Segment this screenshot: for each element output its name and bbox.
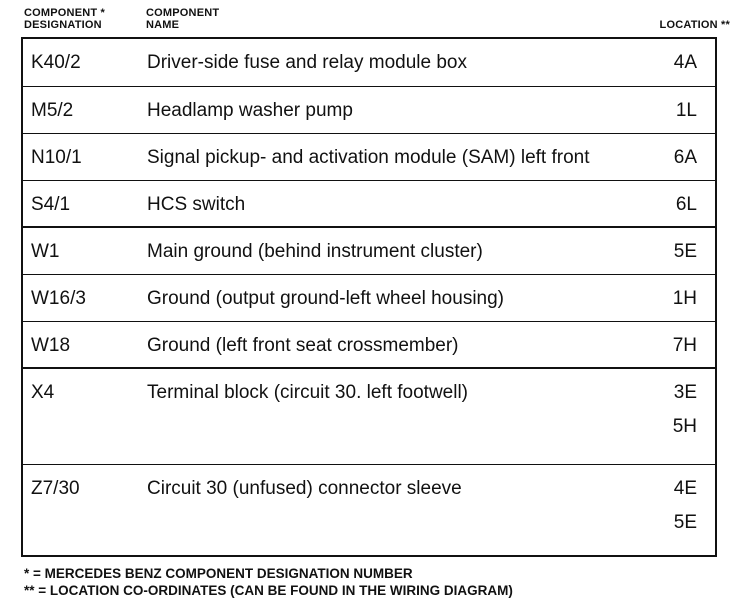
footnote-designation: * = MERCEDES BENZ COMPONENT DESIGNATION NUMBER: [24, 566, 413, 581]
table-row: [23, 39, 715, 87]
row-location: [674, 241, 697, 271]
table-row: [23, 369, 715, 465]
row-designation: X4: [31, 382, 55, 403]
row-location: [673, 382, 697, 442]
row-component-name: Driver-side fuse and relay module box: [147, 52, 467, 73]
designation-header-line1: COMPONENT *: [24, 7, 106, 19]
column-header-location: [660, 19, 730, 31]
component-table: [21, 37, 717, 557]
designation-header-line2: DESIGNATION: [24, 19, 102, 31]
row-designation: K40/2: [31, 52, 81, 73]
row-designation: W18: [31, 335, 71, 356]
row-designation: S4/1: [31, 194, 71, 215]
location-coordinate: 5H: [672, 416, 697, 437]
row-component-name: Ground (left front seat crossmember): [147, 335, 459, 356]
table-row: [23, 465, 715, 555]
location-coordinate: 4E: [673, 478, 697, 499]
footnote-location: ** = LOCATION CO-ORDINATES (CAN BE FOUND IN THE WIRING DIAGRAM): [24, 583, 513, 598]
row-location: [676, 194, 697, 224]
row-location: [674, 147, 697, 177]
table-row: [23, 87, 715, 134]
table-row: [23, 322, 715, 369]
row-designation: Z7/30: [31, 478, 80, 499]
location-header: LOCATION **: [659, 19, 730, 31]
row-location: [673, 335, 697, 365]
location-coordinate: 4A: [673, 52, 697, 73]
row-location: [674, 52, 697, 82]
name-header-line2: NAME: [146, 19, 180, 31]
row-component-name: Ground (output ground-left wheel housing): [147, 288, 505, 309]
location-coordinate: 6A: [673, 147, 697, 168]
location-coordinate: 7H: [672, 335, 697, 356]
row-location: [676, 100, 697, 130]
row-component-name: Circuit 30 (unfused) connector sleeve: [147, 478, 462, 499]
column-header-designation: [24, 7, 105, 31]
row-component-name: Signal pickup- and activation module (SAM) left front: [147, 147, 590, 168]
location-coordinate: 1L: [675, 100, 697, 121]
row-component-name: Headlamp washer pump: [147, 100, 353, 121]
location-coordinate: 6L: [675, 194, 697, 215]
row-designation: M5/2: [31, 100, 74, 121]
location-coordinate: 5E: [673, 512, 697, 533]
row-component-name: HCS switch: [147, 194, 246, 215]
location-coordinate: 3E: [673, 382, 697, 403]
row-component-name: Main ground (behind instrument cluster): [147, 241, 483, 262]
table-row: [23, 275, 715, 322]
name-header-line1: COMPONENT: [146, 7, 220, 19]
row-component-name: Terminal block (circuit 30. left footwell): [147, 382, 468, 403]
column-header-name: [146, 7, 219, 31]
location-coordinate: 5E: [673, 241, 697, 262]
row-location: [673, 288, 697, 318]
location-coordinate: 1H: [672, 288, 697, 309]
row-designation: W1: [31, 241, 60, 262]
row-designation: N10/1: [31, 147, 82, 168]
table-row: [23, 181, 715, 228]
row-designation: W16/3: [31, 288, 86, 309]
table-row: [23, 228, 715, 275]
table-row: [23, 134, 715, 181]
row-location: [674, 478, 697, 538]
